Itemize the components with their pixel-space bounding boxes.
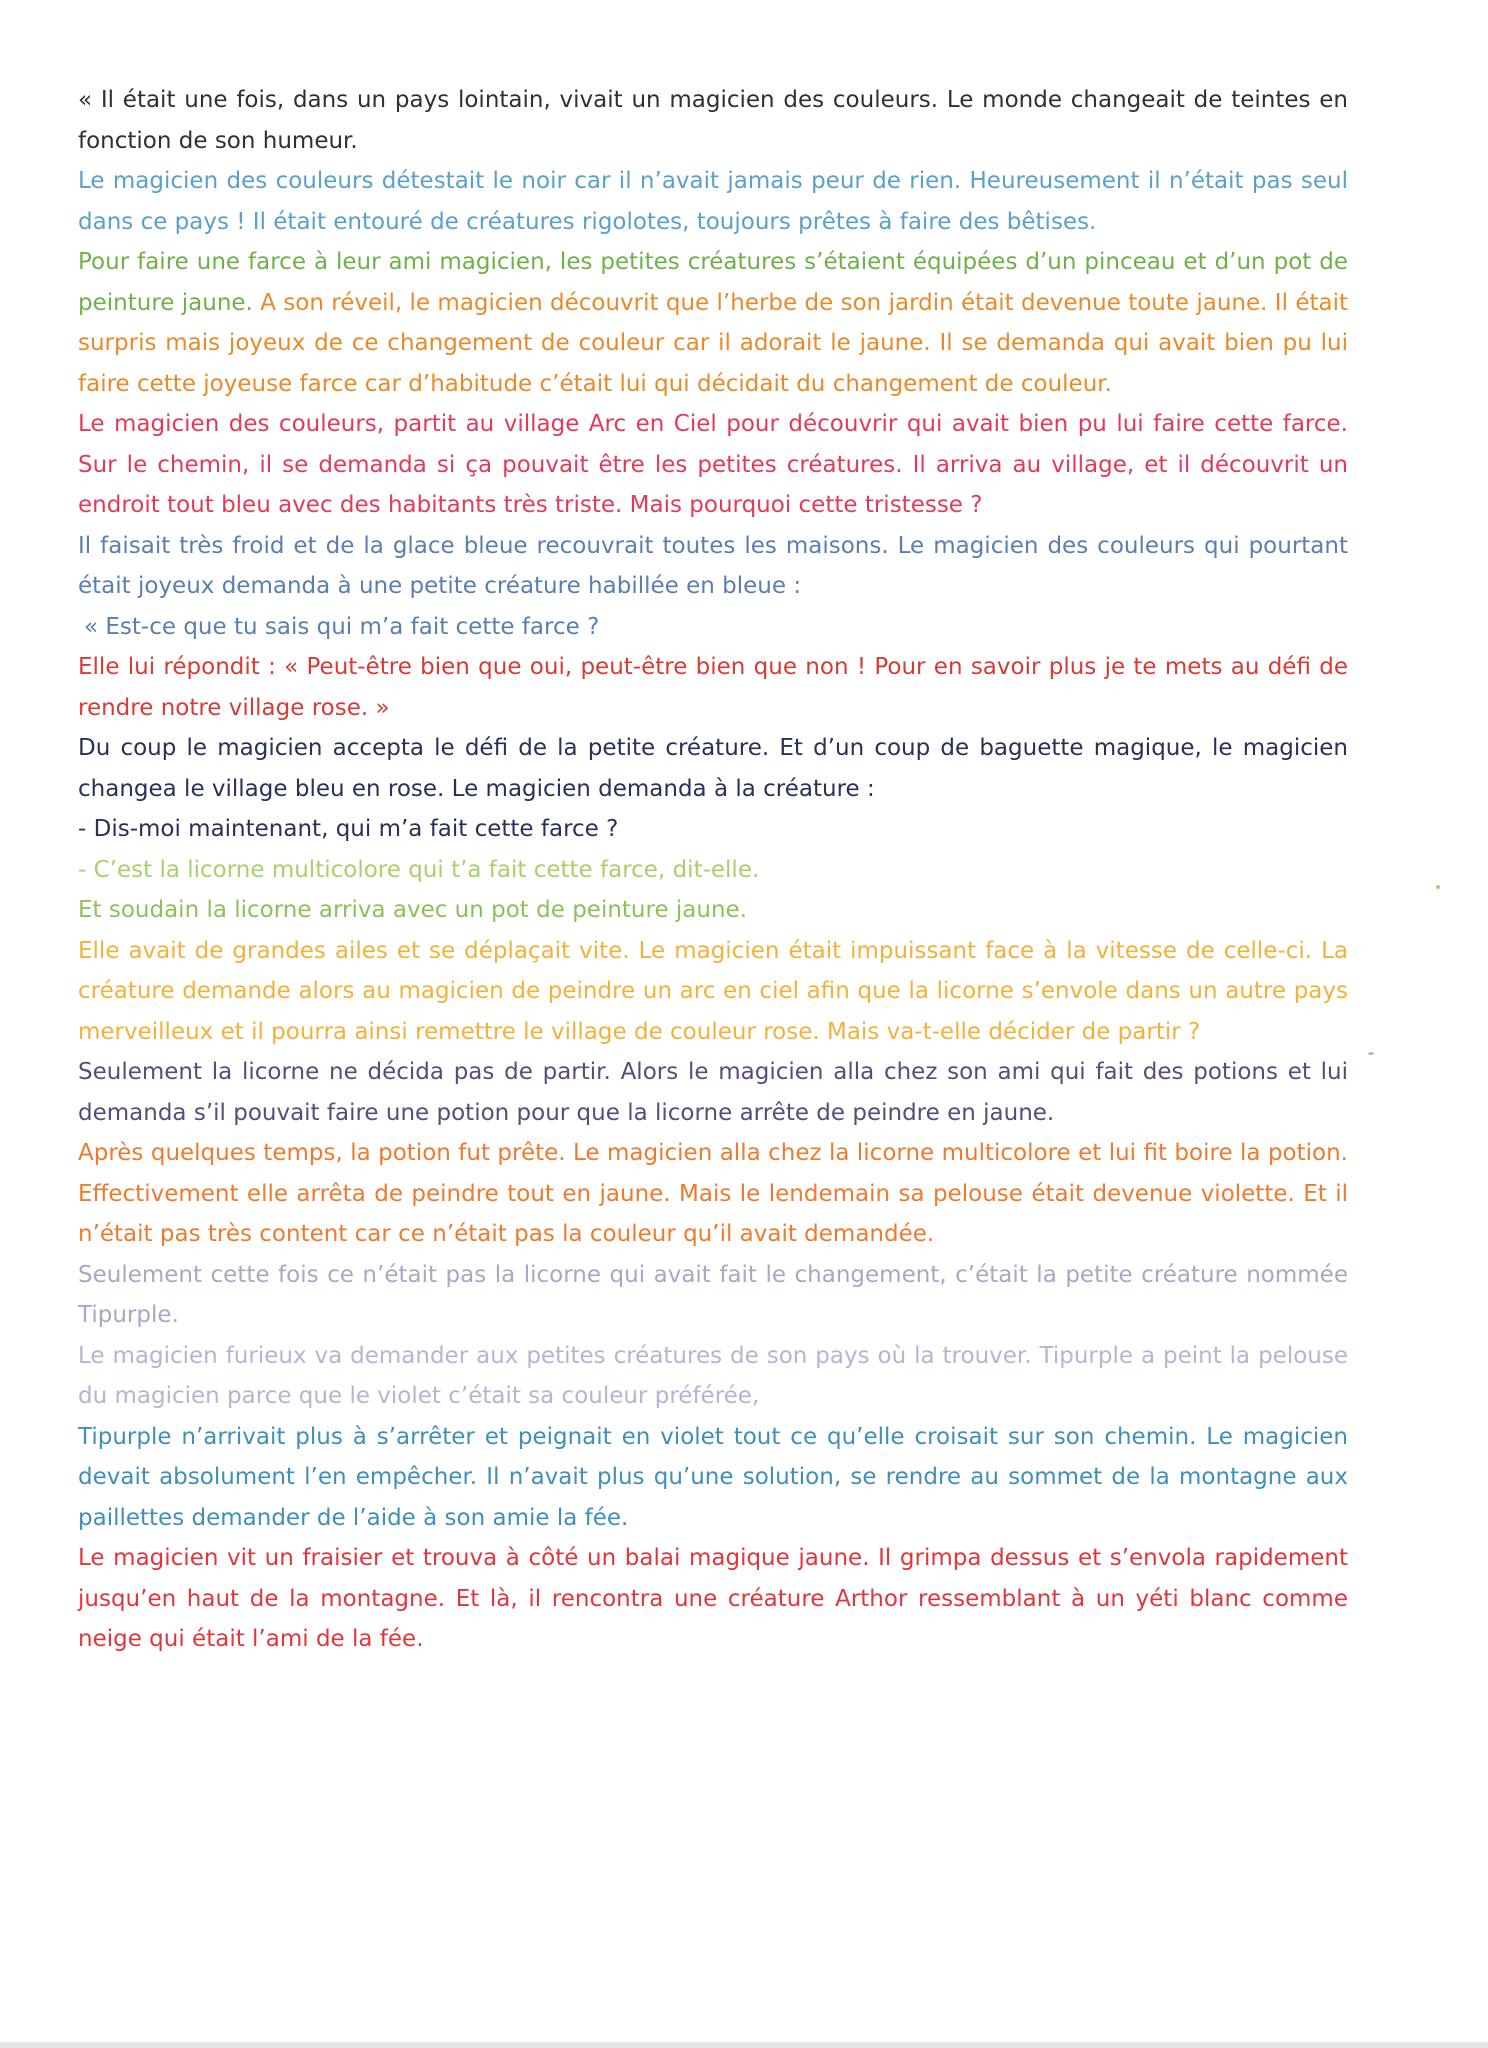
story-paragraph: A son réveil, le magicien découvrit que l’herbe de son jardin était devenue toute jaune. Il était surpris mais joyeux de ce changement de couleur car il adorait le jaune. Il se demanda qui avait bien pu lui faire cette joyeuse farce car d’habitude c’était lui qui décidait du changement de couleur. [78,289,1348,397]
story-paragraph: - C’est la licorne multicolore qui t’a fait cette farce, dit-elle. [78,856,760,883]
story-paragraph: Le magicien vit un fraisier et trouva à côté un balai magique jaune. Il grimpa dessus et s’envola rapidement jusqu’en haut de la montagne. Et là, il rencontra une créature Arthor ressemblant à un yéti blanc comme neige qui était l’ami de la fée. [78,1545,1348,1652]
story-paragraph: - Dis-moi maintenant, qui m’a fait cette farce ? [78,816,619,842]
story-paragraph: Tipurple n’arrivait plus à s’arrêter et peignait en violet tout ce qu’elle croisait sur son chemin. Le magicien devait absolument l’en empêcher. Il n’avait plus qu’une solution, se rendre au sommet de la montagne aux paillettes demander de l’aide à son amie la fée. [78,1423,1348,1531]
story-paragraph: Elle lui répondit : « Peut-être bien que oui, peut-être bien que non ! Pour en savoir plus je te mets au défi de rendre notre village rose. » [78,654,1348,721]
story-paragraph: Le magicien furieux va demander aux petites créatures de son pays où la trouver. Tipurple a peint la pelouse du magicien parce que le violet c’était sa couleur préférée, [78,1342,1348,1409]
story-paragraph: « Il était une fois, dans un pays lointain, vivait un magicien des couleurs. Le monde changeait de teintes en fonction de son humeur. [78,87,1348,154]
story-paragraph: Le magicien des couleurs détestait le noir car il n’avait jamais peur de rien. Heureusement il n’était pas seul dans ce pays ! Il était entouré de créatures rigolotes, toujours prêtes à faire des bêtises. [78,168,1348,235]
story-paragraph: Seulement cette fois ce n’était pas la licorne qui avait fait le changement, c’était la petite créature nommée Tipurple. [78,1261,1348,1328]
story-paragraph: « Est-ce que tu sais qui m’a fait cette farce ? [84,613,600,640]
story-paragraph: Pour faire une farce à leur ami magicien, les petites créatures s’étaient équipées d’un pinceau et d’un pot de peinture jaune. [78,249,1348,316]
story-paragraph: Le magicien des couleurs, partit au village Arc en Ciel pour découvrir qui avait bien pu lui faire cette farce. Sur le chemin, il se demanda si ça pouvait être les petites créatures. Il arriva au village, et il découvrit un endroit tout bleu avec des habitants très triste. Mais pourquoi cette tristesse ? [78,411,1348,518]
story-paragraph: Seulement la licorne ne décida pas de partir. Alors le magicien alla chez son ami qui fait des potions et lui demanda s’il pouvait faire une potion pour que la licorne arrête de peindre en jaune. [78,1059,1348,1126]
scan-speck [1436,885,1440,889]
story-paragraph: Et soudain la licorne arriva avec un pot de peinture jaune. [78,897,748,923]
story-text [78,80,1348,1660]
story-paragraph: Elle avait de grandes ailes et se déplaçait vite. Le magicien était impuissant face à la vitesse de celle-ci. La créature demande alors au magicien de peindre un arc en ciel afin que la licorne s’envole dans un autre pays merveilleux et il pourra ainsi remettre le village de couleur rose. Mais va-t-elle décider de partir ? [78,937,1348,1045]
page-bottom-edge [0,2042,1488,2048]
story-paragraph: Après quelques temps, la potion fut prête. Le magicien alla chez la licorne multicolore et lui fit boire la potion. Effectivement elle arrêta de peindre tout en jaune. Mais le lendemain sa pelouse était devenue violette. Et il n’était pas très content car ce n’était pas la couleur qu’il avait demandée. [78,1140,1348,1247]
story-paragraph: Il faisait très froid et de la glace bleue recouvrait toutes les maisons. Le magicien des couleurs qui pourtant était joyeux demanda à une petite créature habillée en bleue : [78,532,1348,599]
scan-speck [1368,1052,1374,1055]
story-paragraph: Du coup le magicien accepta le défi de la petite créature. Et d’un coup de baguette magique, le magicien changea le village bleu en rose. Le magicien demanda à la créature : [78,735,1348,802]
